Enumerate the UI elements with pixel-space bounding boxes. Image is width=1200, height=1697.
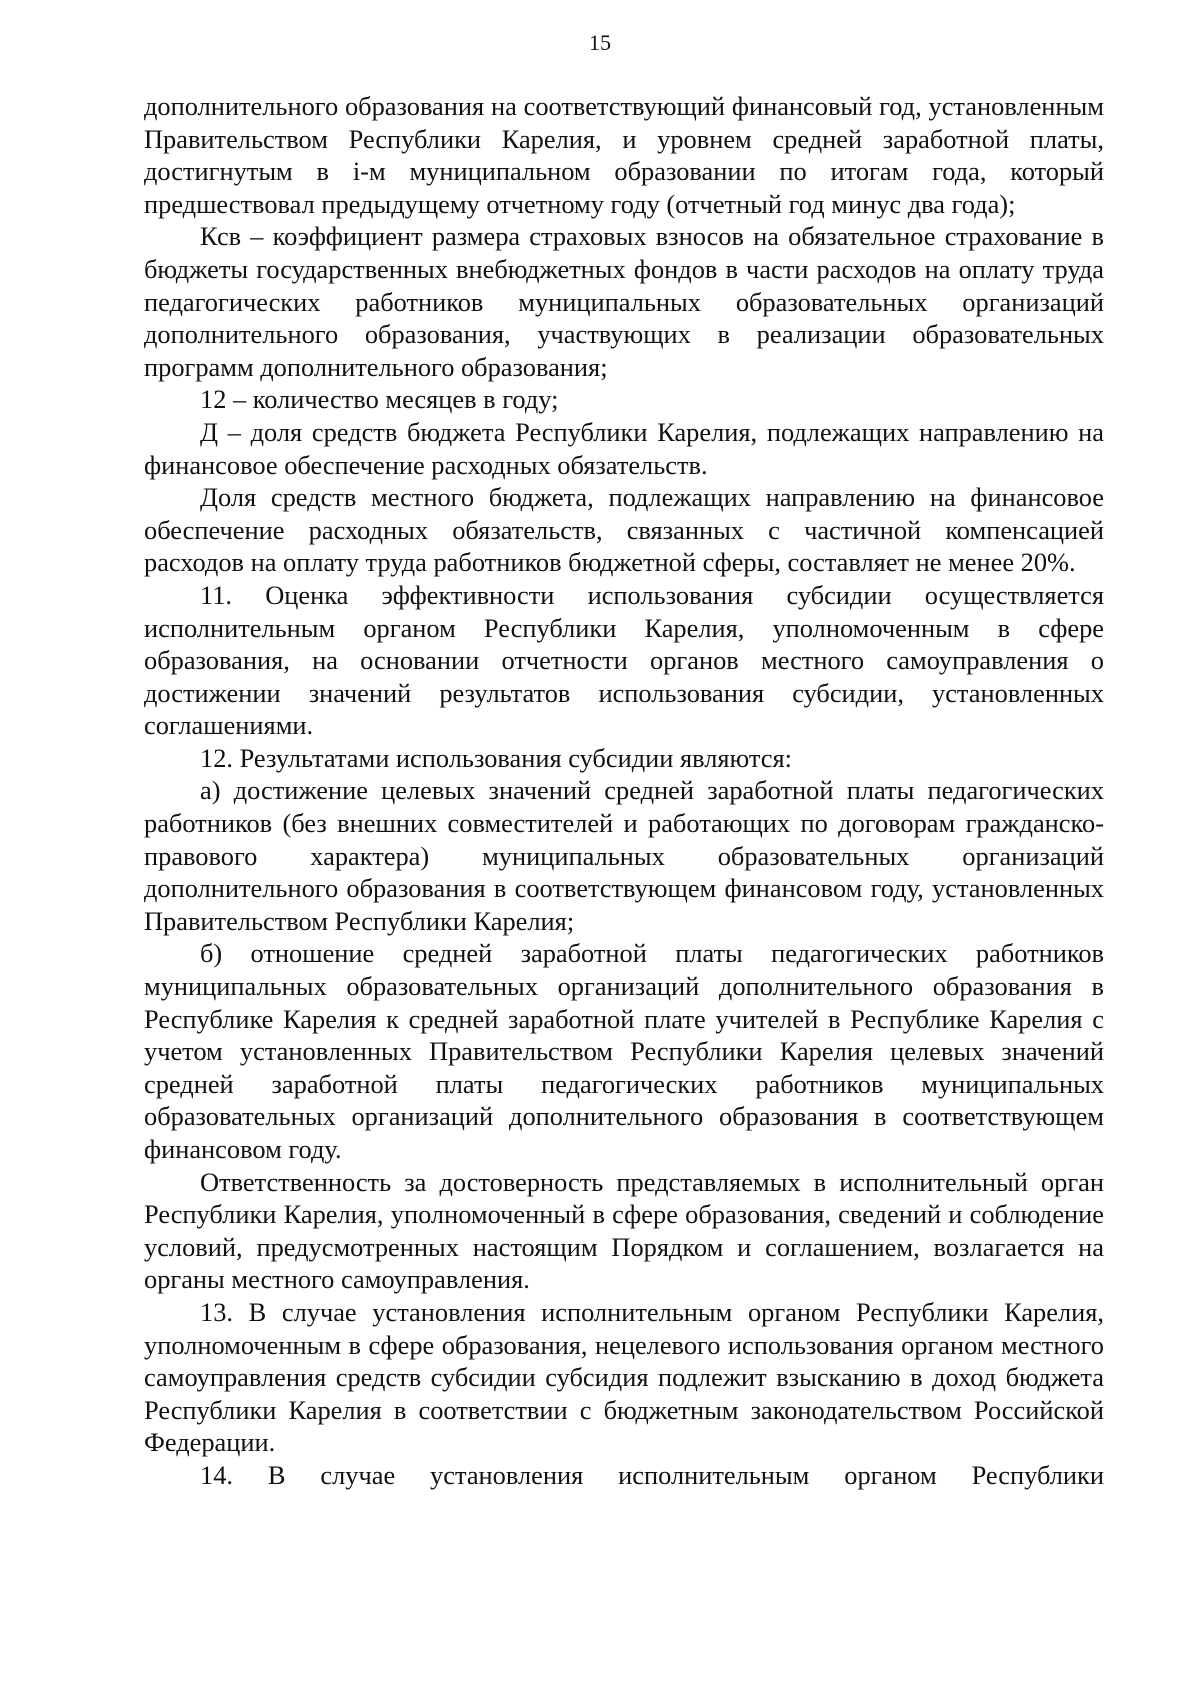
paragraph-responsibility: Ответственность за достоверность представляемых в исполнительный орган Республики Карелия, уполномоченный в сфере образования, сведений и соблюдение условий, предусмотренных настоящим Порядком и соглашением, возлагается на органы местного самоуправления. (144, 1166, 1104, 1295)
document-body (144, 90, 1104, 1492)
paragraph-ksv-definition: Ксв – коэффициент размера страховых взносов на обязательное страхование в бюджеты государственных внебюджетных фондов в части расходов на оплату труда педагогических работников муниципальных образовательных организаций дополнительного образования, участвующих в реализации образовательных программ дополнительного образования; (144, 221, 1104, 382)
paragraph-continuation: дополнительного образования на соответствующий финансовый год, установленным Правительством Республики Карелия, и уровнем средней заработной платы, достигнутым в i-м муниципальном образовании по итогам года, который предшествовал предыдущему отчетному году (отчетный год минус два года); (144, 91, 1104, 219)
paragraph-local-budget-share: Доля средств местного бюджета, подлежащих направлению на финансовое обеспечение расходных обязательств, связанных с частичной компенсацией расходов на оплату труда работников бюджетной сферы, составляет не менее 20%. (144, 482, 1104, 578)
paragraph-item-12: 12. Результатами использования субсидии являются: (200, 742, 792, 773)
paragraph-d-definition: Д – доля средств бюджета Республики Карелия, подлежащих направлению на финансовое обеспечение расходных обязательств. (144, 416, 1104, 480)
paragraph-item-11: 11. Оценка эффективности использования субсидии осуществляется исполнительным органом Республики Карелия, уполномоченным в сфере образования, на основании отчетности органов местного самоуправления о достижении значений результатов использования субсидии, установленных соглашениями. (144, 579, 1104, 741)
paragraph-item-13: 13. В случае установления исполнительным органом Республики Карелия, уполномоченным в сфере образования, нецелевого использования органом местного самоуправления средств субсидии субсидия подлежит взысканию в доход бюджета Республики Карелия в соответствии с бюджетным законодательством Российской Федерации. (144, 1296, 1104, 1458)
paragraph-item-12-b: б) отношение средней заработной платы педагогических работников муниципальных образовательных организаций дополнительного образования в Республике Карелия к средней заработной плате учителей в Республике Карелия с учетом установленных Правительством Республики Карелия целевых значений средней заработной платы педагогических работников муниципальных образовательных организаций дополнительного образования в соответствующем финансовом году. (144, 938, 1104, 1164)
paragraph-item-14: 14. В случае установления исполнительным органом Республики (200, 1459, 1104, 1490)
paragraph-months-definition: 12 – количество месяцев в году; (200, 384, 559, 415)
paragraph-item-12-a: а) достижение целевых значений средней заработной платы педагогических работников (без внешних совместителей и работающих по договорам гражданско-правового характера) муниципальных образовательных организаций дополнительного образования в соответствующем финансовом году, установленных Правительством Республики Карелия; (144, 775, 1104, 936)
page-number: 15 (589, 30, 611, 55)
